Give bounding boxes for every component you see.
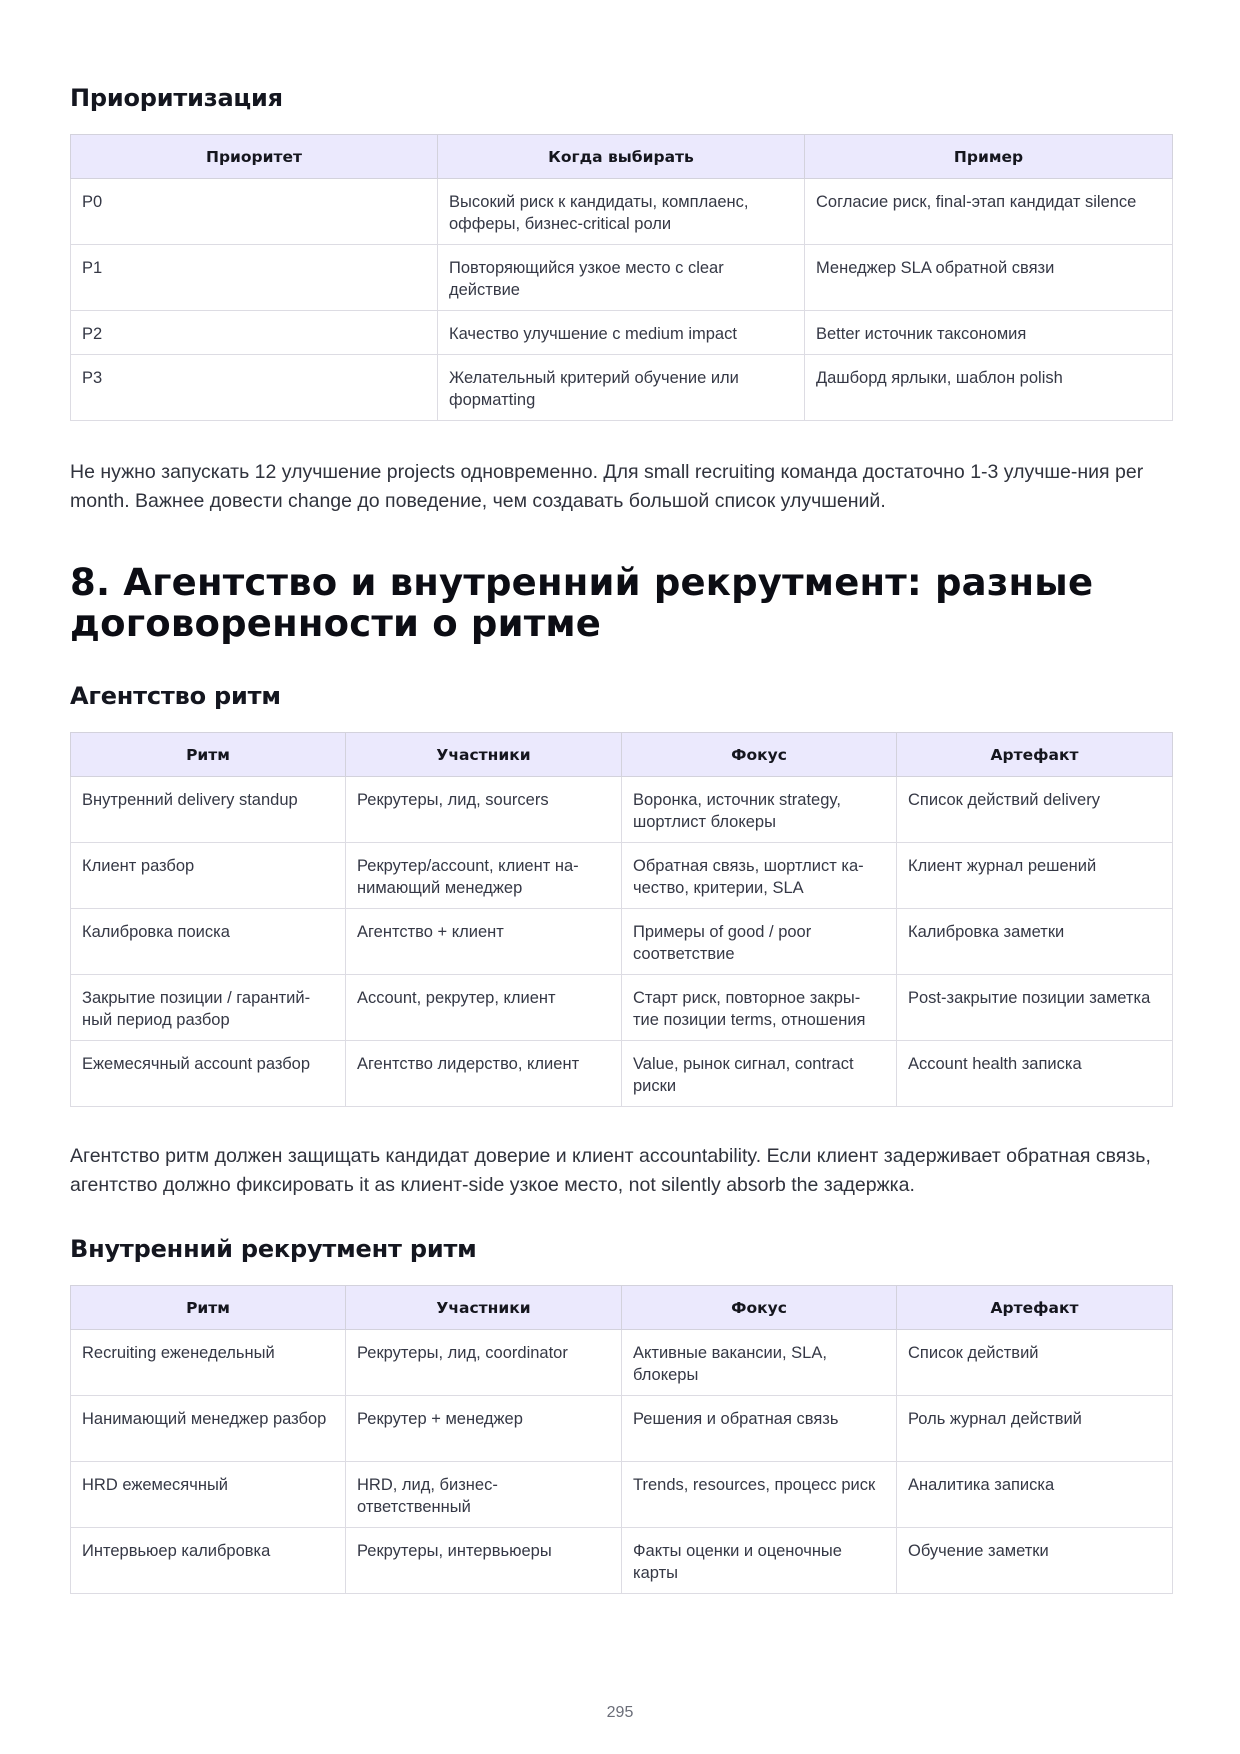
table-cell: Клиент журнал решений <box>897 843 1173 909</box>
table-cell: Ежемесячный account разбор <box>71 1041 346 1107</box>
table-cell: Высокий риск к кандидаты, комплаенс, офферы, бизнес-critical роли <box>438 179 805 245</box>
table-cell: Дашборд ярлыки, шаблон polish <box>805 355 1173 421</box>
table-cell: P3 <box>71 355 438 421</box>
column-header: Артефакт <box>897 1286 1173 1330</box>
table-cell: Повторяющийся узкое место с clear действие <box>438 245 805 311</box>
table-cell: Решения и обратная связь <box>622 1396 897 1462</box>
table-cell: Клиент разбор <box>71 843 346 909</box>
column-header: Ритм <box>71 733 346 777</box>
table-row <box>71 179 1173 245</box>
table-cell: Закрытие позиции / гарантий-ный период разбор <box>71 975 346 1041</box>
table-cell: Обратная связь, шортлист ка-чество, критерии, SLA <box>622 843 897 909</box>
table-cell: Post-закрытие позиции заметка <box>897 975 1173 1041</box>
table-cell: P1 <box>71 245 438 311</box>
agency-heading: Агентство ритм <box>70 682 281 710</box>
table-cell: Account health записка <box>897 1041 1173 1107</box>
table-row <box>71 1330 1173 1396</box>
column-header: Пример <box>805 135 1173 179</box>
table-cell: Value, рынок сигнал, contract риски <box>622 1041 897 1107</box>
table-cell: Факты оценки и оценочные карты <box>622 1528 897 1594</box>
table-cell: Качество улучшение с medium impact <box>438 311 805 355</box>
section-title: 8. Агентство и внутренний рекрутмент: разные договоренности о ритме <box>70 561 1094 645</box>
table-row <box>71 1528 1173 1594</box>
table-cell: Рекрутеры, лид, coordinator <box>346 1330 622 1396</box>
column-header: Участники <box>346 1286 622 1330</box>
table-cell: Агентство лидерство, клиент <box>346 1041 622 1107</box>
column-header: Ритм <box>71 1286 346 1330</box>
table-cell: Trends, resources, процесс риск <box>622 1462 897 1528</box>
column-header: Фокус <box>622 733 897 777</box>
table-cell: Рекрутеры, интервьюеры <box>346 1528 622 1594</box>
table-row <box>71 311 1173 355</box>
table-cell: Интервьюер калибровка <box>71 1528 346 1594</box>
table-cell: Желательный критерий обучение или форматting <box>438 355 805 421</box>
table-cell: P2 <box>71 311 438 355</box>
table-cell: Активные вакансии, SLA, блокеры <box>622 1330 897 1396</box>
table-cell: Список действий delivery <box>897 777 1173 843</box>
prioritization-heading: Приоритизация <box>70 84 283 112</box>
table-cell: Better источник таксономия <box>805 311 1173 355</box>
table-header-row <box>71 1286 1173 1330</box>
table-cell: Список действий <box>897 1330 1173 1396</box>
table-cell: Калибровка заметки <box>897 909 1173 975</box>
table-cell: Согласие риск, final-этап кандидат silence <box>805 179 1173 245</box>
table-row <box>71 909 1173 975</box>
page-number: 295 <box>606 1704 634 1721</box>
agency-note: Агентство ритм должен защищать кандидат доверие и клиент accountability. Если клиент задерживает обратная связь, агентство должно фиксировать it as клиент-side узкое место, not silently absorb the задержка. <box>70 1145 1151 1196</box>
prioritization-table <box>70 134 1173 421</box>
table-cell: Менеджер SLA обратной связи <box>805 245 1173 311</box>
table-cell: Рекрутер/account, клиент на-нимающий менеджер <box>346 843 622 909</box>
table-cell: Старт риск, повторное закры-тие позиции terms, отношения <box>622 975 897 1041</box>
table-cell: Recruiting еженедельный <box>71 1330 346 1396</box>
table-cell: P0 <box>71 179 438 245</box>
column-header: Артефакт <box>897 733 1173 777</box>
table-row <box>71 1396 1173 1462</box>
prioritization-note: Не нужно запускать 12 улучшение projects одновременно. Для small recruiting команда достаточно 1-3 улучше-ния per month. Важнее довести change до поведение, чем создавать большой список улучшений. <box>70 461 1144 512</box>
agency-table <box>70 732 1173 1107</box>
table-cell: Account, рекрутер, клиент <box>346 975 622 1041</box>
column-header: Участники <box>346 733 622 777</box>
table-cell: Рекрутер + менеджер <box>346 1396 622 1462</box>
table-cell: Воронка, источник strategy, шортлист блокеры <box>622 777 897 843</box>
table-cell: Нанимающий менеджер разбор <box>71 1396 346 1462</box>
table-header-row <box>71 733 1173 777</box>
internal-table <box>70 1285 1173 1594</box>
internal-heading: Внутренний рекрутмент ритм <box>70 1235 477 1263</box>
table-cell: Внутренний delivery standup <box>71 777 346 843</box>
column-header: Когда выбирать <box>438 135 805 179</box>
table-row <box>71 355 1173 421</box>
table-cell: HRD ежемесячный <box>71 1462 346 1528</box>
table-header-row <box>71 135 1173 179</box>
table-cell: Аналитика записка <box>897 1462 1173 1528</box>
table-row <box>71 975 1173 1041</box>
table-cell: Примеры of good / poor соответствие <box>622 909 897 975</box>
table-cell: Агентство + клиент <box>346 909 622 975</box>
table-cell: Обучение заметки <box>897 1528 1173 1594</box>
table-cell: Роль журнал действий <box>897 1396 1173 1462</box>
table-row <box>71 245 1173 311</box>
table-row <box>71 843 1173 909</box>
table-row <box>71 1462 1173 1528</box>
column-header: Приоритет <box>71 135 438 179</box>
table-row <box>71 1041 1173 1107</box>
table-row <box>71 777 1173 843</box>
table-cell: Калибровка поиска <box>71 909 346 975</box>
column-header: Фокус <box>622 1286 897 1330</box>
table-cell: Рекрутеры, лид, sourcers <box>346 777 622 843</box>
table-cell: HRD, лид, бизнес-ответственный <box>346 1462 622 1528</box>
